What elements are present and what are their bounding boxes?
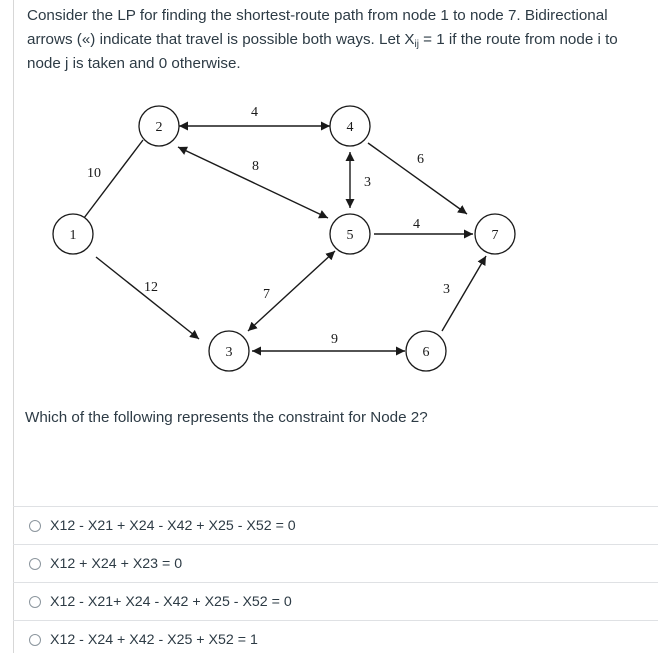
edge-label-4-5: 3 xyxy=(364,175,371,190)
node-2-label: 2 xyxy=(155,120,163,135)
node-1-label: 1 xyxy=(69,228,77,243)
intro-line-2a: arrows («) indicate that travel is possible both ways. Let X xyxy=(27,31,415,48)
intro-line-1: Consider the LP for finding the shortest-route path from node 1 to node 7. Bidirectional xyxy=(27,7,608,24)
node-7-label: 7 xyxy=(491,228,499,243)
radio-icon[interactable] xyxy=(29,558,41,570)
edge-label-3-5: 7 xyxy=(263,287,270,302)
edge-label-1-3: 12 xyxy=(144,280,158,295)
answer-options xyxy=(13,506,658,658)
intro-line-2b: = 1 if the route from node i to xyxy=(418,31,618,48)
answer-option-3[interactable] xyxy=(13,582,658,620)
radio-icon[interactable] xyxy=(29,634,41,646)
node-3-label: 3 xyxy=(225,345,233,360)
node-1 xyxy=(53,214,93,254)
edge-2-5 xyxy=(178,147,328,218)
edge-label-3-6: 9 xyxy=(331,332,338,347)
node-2 xyxy=(139,106,179,146)
answer-option-2-label: X12 + X24 + X23 = 0 xyxy=(50,555,183,572)
edge-1-3 xyxy=(96,257,199,339)
radio-icon[interactable] xyxy=(29,596,41,608)
answer-option-2[interactable] xyxy=(13,544,658,582)
radio-icon[interactable] xyxy=(29,520,41,532)
edge-3-5 xyxy=(248,251,335,331)
edge-label-5-7: 4 xyxy=(413,217,420,232)
node-4-label: 4 xyxy=(346,120,354,135)
node-6 xyxy=(406,331,446,371)
answer-option-1[interactable] xyxy=(13,506,658,544)
intro-subscript: ij xyxy=(414,39,419,50)
edge-label-2-4: 4 xyxy=(251,105,258,120)
edge-label-6-7: 3 xyxy=(443,282,450,297)
answer-option-4[interactable] xyxy=(13,620,658,658)
question-text: Which of the following represents the constraint for Node 2? xyxy=(25,409,428,426)
answer-option-1-label: X12 - X21 + X24 - X42 + X25 - X52 = 0 xyxy=(50,517,296,534)
edge-label-1-2: 10 xyxy=(87,166,101,181)
network-diagram xyxy=(13,0,659,400)
answer-option-3-label: X12 - X21+ X24 - X42 + X25 - X52 = 0 xyxy=(50,593,292,610)
edge-label-2-5: 8 xyxy=(252,159,259,174)
node-3 xyxy=(209,331,249,371)
node-7 xyxy=(475,214,515,254)
node-5-label: 5 xyxy=(346,228,354,243)
node-5 xyxy=(330,214,370,254)
answer-option-4-label: X12 - X24 + X42 - X25 + X52 = 1 xyxy=(50,631,258,648)
edge-label-4-7: 6 xyxy=(417,152,424,167)
intro-line-3: node j is taken and 0 otherwise. xyxy=(27,55,241,72)
node-6-label: 6 xyxy=(422,345,430,360)
node-4 xyxy=(330,106,370,146)
